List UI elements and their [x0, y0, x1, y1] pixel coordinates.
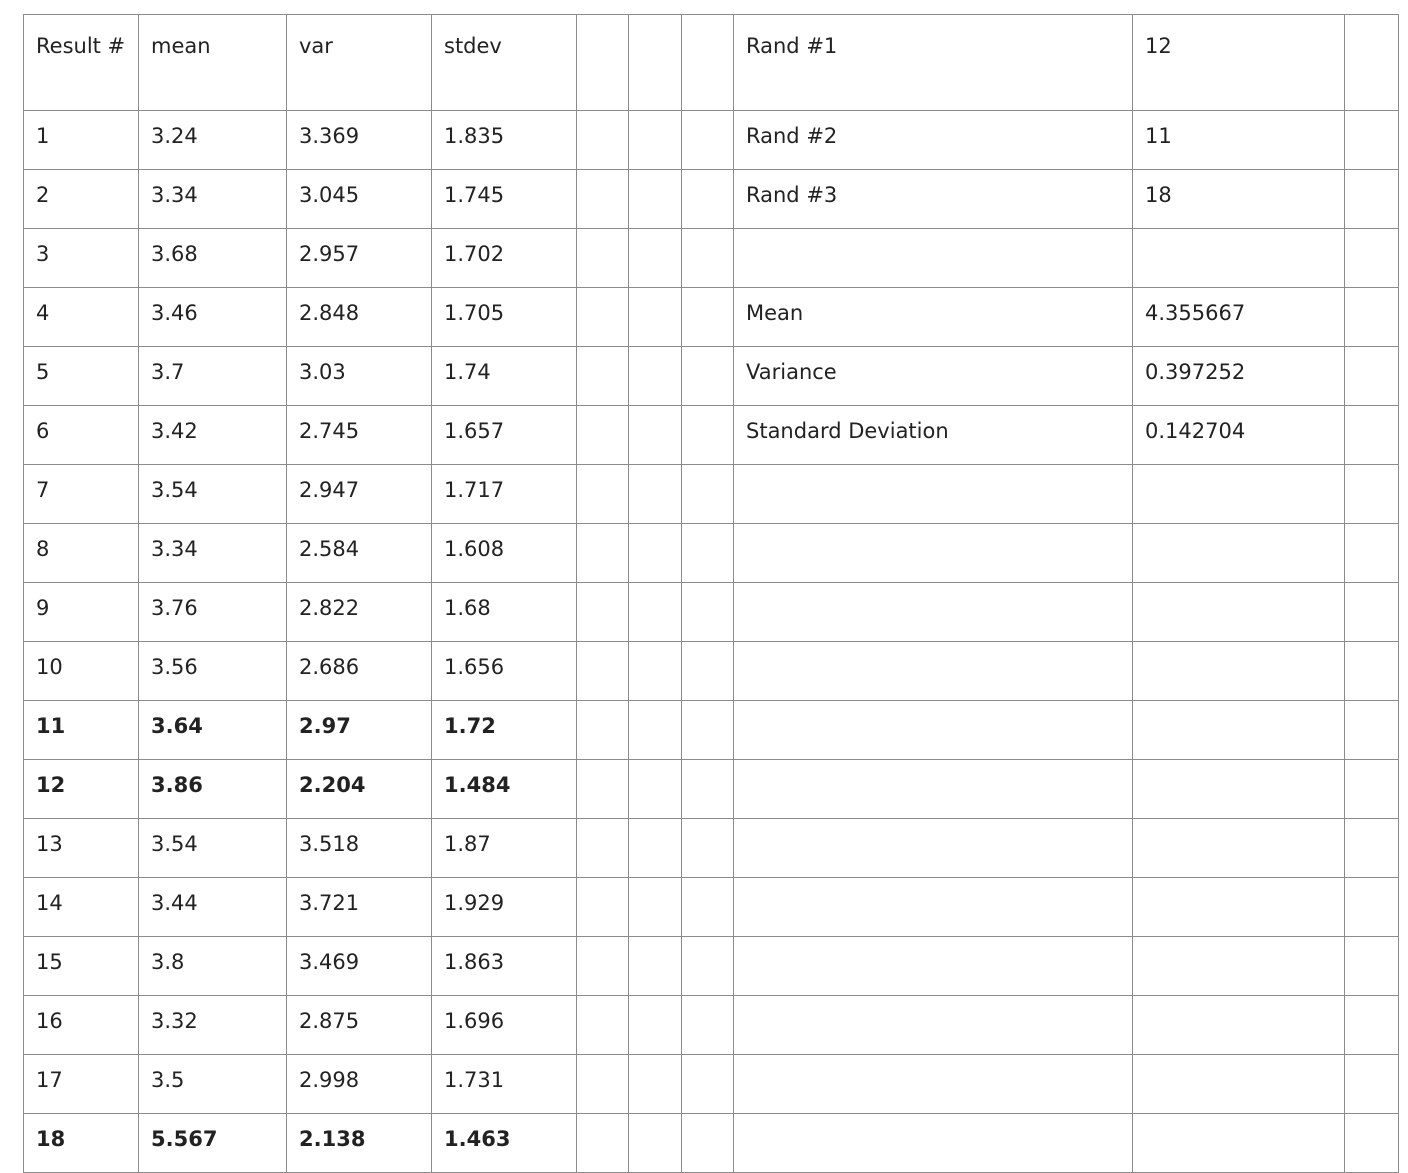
mean-cell: 5.567 — [139, 1114, 287, 1173]
stdev-cell: 1.929 — [432, 878, 577, 937]
header-mean: mean — [139, 15, 287, 111]
empty-cell — [1133, 524, 1345, 583]
empty-cell — [577, 170, 629, 229]
result-number-cell: 2 — [24, 170, 139, 229]
empty-cell — [1133, 701, 1345, 760]
mean-cell: 3.24 — [139, 111, 287, 170]
var-cell: 2.584 — [287, 524, 432, 583]
empty-cell — [1133, 937, 1345, 996]
mean-cell: 3.8 — [139, 937, 287, 996]
empty-cell — [577, 937, 629, 996]
empty-cell — [629, 819, 682, 878]
var-cell: 2.947 — [287, 465, 432, 524]
empty-cell — [682, 642, 734, 701]
table-body — [24, 15, 1399, 1173]
empty-cell — [1345, 878, 1399, 937]
var-cell: 3.045 — [287, 170, 432, 229]
side-label: Standard Deviation — [734, 406, 1133, 465]
result-number-cell: 11 — [24, 701, 139, 760]
table-row — [24, 819, 1399, 878]
empty-cell — [1345, 111, 1399, 170]
table-row — [24, 288, 1399, 347]
empty-cell — [1133, 583, 1345, 642]
side-value: 4.355667 — [1133, 288, 1345, 347]
empty-cell — [629, 111, 682, 170]
table-row — [24, 701, 1399, 760]
var-cell: 2.686 — [287, 642, 432, 701]
empty-cell — [734, 937, 1133, 996]
empty-cell — [1133, 1055, 1345, 1114]
table-row — [24, 465, 1399, 524]
table-row — [24, 347, 1399, 406]
stdev-cell: 1.696 — [432, 996, 577, 1055]
empty-cell — [1345, 288, 1399, 347]
stdev-cell: 1.463 — [432, 1114, 577, 1173]
empty-cell — [629, 229, 682, 288]
empty-cell — [577, 465, 629, 524]
empty-cell — [682, 996, 734, 1055]
mean-cell: 3.34 — [139, 170, 287, 229]
stdev-cell: 1.731 — [432, 1055, 577, 1114]
var-cell: 2.204 — [287, 760, 432, 819]
empty-cell — [682, 524, 734, 583]
empty-cell — [682, 937, 734, 996]
empty-cell — [1133, 760, 1345, 819]
result-number-cell: 17 — [24, 1055, 139, 1114]
stdev-cell: 1.657 — [432, 406, 577, 465]
result-number-cell: 3 — [24, 229, 139, 288]
empty-cell — [734, 819, 1133, 878]
result-number-cell: 9 — [24, 583, 139, 642]
table-row — [24, 760, 1399, 819]
stdev-cell: 1.72 — [432, 701, 577, 760]
empty-cell — [577, 819, 629, 878]
empty-cell — [629, 996, 682, 1055]
var-cell: 2.97 — [287, 701, 432, 760]
empty-cell — [577, 878, 629, 937]
stdev-cell: 1.484 — [432, 760, 577, 819]
empty-cell — [1345, 465, 1399, 524]
empty-cell — [682, 406, 734, 465]
empty-cell — [1345, 819, 1399, 878]
var-cell: 2.848 — [287, 288, 432, 347]
empty-cell — [577, 642, 629, 701]
mean-cell: 3.34 — [139, 524, 287, 583]
stdev-cell: 1.68 — [432, 583, 577, 642]
mean-cell: 3.86 — [139, 760, 287, 819]
mean-cell: 3.56 — [139, 642, 287, 701]
var-cell: 3.469 — [287, 937, 432, 996]
table-row — [24, 642, 1399, 701]
side-value — [1133, 229, 1345, 288]
var-cell: 2.822 — [287, 583, 432, 642]
empty-cell — [1133, 642, 1345, 701]
empty-cell — [682, 288, 734, 347]
empty-cell — [629, 701, 682, 760]
empty-cell — [682, 701, 734, 760]
empty-cell — [734, 583, 1133, 642]
empty-cell — [734, 1114, 1133, 1173]
result-number-cell: 7 — [24, 465, 139, 524]
side-label: Variance — [734, 347, 1133, 406]
empty-cell — [629, 288, 682, 347]
empty-cell — [629, 15, 682, 111]
mean-cell: 3.44 — [139, 878, 287, 937]
table-row — [24, 229, 1399, 288]
table-row — [24, 996, 1399, 1055]
mean-cell: 3.76 — [139, 583, 287, 642]
empty-cell — [577, 229, 629, 288]
mean-cell: 3.68 — [139, 229, 287, 288]
empty-cell — [577, 701, 629, 760]
empty-cell — [682, 170, 734, 229]
empty-cell — [629, 406, 682, 465]
empty-cell — [734, 465, 1133, 524]
empty-cell — [1345, 642, 1399, 701]
empty-cell — [682, 878, 734, 937]
empty-cell — [1345, 701, 1399, 760]
empty-cell — [734, 760, 1133, 819]
empty-cell — [1133, 819, 1345, 878]
empty-cell — [1345, 229, 1399, 288]
empty-cell — [734, 878, 1133, 937]
empty-cell — [1345, 996, 1399, 1055]
empty-cell — [577, 583, 629, 642]
stdev-cell: 1.717 — [432, 465, 577, 524]
empty-cell — [1345, 170, 1399, 229]
empty-cell — [577, 1055, 629, 1114]
empty-cell — [682, 819, 734, 878]
result-number-cell: 5 — [24, 347, 139, 406]
var-cell: 2.745 — [287, 406, 432, 465]
result-number-cell: 14 — [24, 878, 139, 937]
stdev-cell: 1.835 — [432, 111, 577, 170]
result-number-cell: 4 — [24, 288, 139, 347]
empty-cell — [629, 937, 682, 996]
side-value: 12 — [1133, 15, 1345, 111]
empty-cell — [682, 1114, 734, 1173]
side-value: 0.142704 — [1133, 406, 1345, 465]
empty-cell — [577, 1114, 629, 1173]
empty-cell — [629, 1055, 682, 1114]
empty-cell — [629, 878, 682, 937]
empty-cell — [734, 996, 1133, 1055]
empty-cell — [734, 524, 1133, 583]
stdev-cell: 1.863 — [432, 937, 577, 996]
mean-cell: 3.46 — [139, 288, 287, 347]
mean-cell: 3.64 — [139, 701, 287, 760]
mean-cell: 3.7 — [139, 347, 287, 406]
empty-cell — [1345, 1055, 1399, 1114]
empty-cell — [1345, 937, 1399, 996]
empty-cell — [682, 15, 734, 111]
result-number-cell: 16 — [24, 996, 139, 1055]
side-label: Rand #1 — [734, 15, 1133, 111]
result-number-cell: 1 — [24, 111, 139, 170]
mean-cell: 3.5 — [139, 1055, 287, 1114]
empty-cell — [1345, 406, 1399, 465]
result-number-cell: 13 — [24, 819, 139, 878]
empty-cell — [682, 111, 734, 170]
empty-cell — [1133, 1114, 1345, 1173]
header-row — [24, 15, 1399, 111]
table-row — [24, 937, 1399, 996]
var-cell: 3.518 — [287, 819, 432, 878]
table-row — [24, 111, 1399, 170]
empty-cell — [734, 642, 1133, 701]
empty-cell — [1345, 15, 1399, 111]
empty-cell — [577, 15, 629, 111]
empty-cell — [629, 347, 682, 406]
stdev-cell: 1.608 — [432, 524, 577, 583]
header-var: var — [287, 15, 432, 111]
side-value: 0.397252 — [1133, 347, 1345, 406]
side-value: 11 — [1133, 111, 1345, 170]
side-value: 18 — [1133, 170, 1345, 229]
table-row — [24, 406, 1399, 465]
var-cell: 2.875 — [287, 996, 432, 1055]
empty-cell — [682, 760, 734, 819]
mean-cell: 3.54 — [139, 819, 287, 878]
empty-cell — [1345, 760, 1399, 819]
empty-cell — [577, 347, 629, 406]
stdev-cell: 1.74 — [432, 347, 577, 406]
result-number-cell: 10 — [24, 642, 139, 701]
result-number-cell: 8 — [24, 524, 139, 583]
empty-cell — [734, 701, 1133, 760]
var-cell: 2.957 — [287, 229, 432, 288]
empty-cell — [682, 1055, 734, 1114]
empty-cell — [629, 170, 682, 229]
empty-cell — [577, 760, 629, 819]
mean-cell: 3.42 — [139, 406, 287, 465]
empty-cell — [629, 760, 682, 819]
empty-cell — [1345, 583, 1399, 642]
table-row — [24, 878, 1399, 937]
empty-cell — [577, 288, 629, 347]
empty-cell — [577, 524, 629, 583]
table-row — [24, 1055, 1399, 1114]
var-cell: 2.138 — [287, 1114, 432, 1173]
results-table — [23, 14, 1399, 1173]
var-cell: 3.03 — [287, 347, 432, 406]
empty-cell — [682, 583, 734, 642]
mean-cell: 3.32 — [139, 996, 287, 1055]
empty-cell — [577, 996, 629, 1055]
empty-cell — [577, 406, 629, 465]
empty-cell — [1345, 347, 1399, 406]
table-row — [24, 1114, 1399, 1173]
empty-cell — [1345, 1114, 1399, 1173]
empty-cell — [682, 229, 734, 288]
stdev-cell: 1.87 — [432, 819, 577, 878]
empty-cell — [1133, 878, 1345, 937]
stdev-cell: 1.705 — [432, 288, 577, 347]
empty-cell — [1133, 465, 1345, 524]
empty-cell — [1345, 524, 1399, 583]
result-number-cell: 12 — [24, 760, 139, 819]
var-cell: 2.998 — [287, 1055, 432, 1114]
empty-cell — [629, 642, 682, 701]
side-label: Rand #2 — [734, 111, 1133, 170]
header-stdev: stdev — [432, 15, 577, 111]
stdev-cell: 1.702 — [432, 229, 577, 288]
side-label: Rand #3 — [734, 170, 1133, 229]
table-row — [24, 583, 1399, 642]
table-row — [24, 170, 1399, 229]
stdev-cell: 1.745 — [432, 170, 577, 229]
stdev-cell: 1.656 — [432, 642, 577, 701]
empty-cell — [629, 1114, 682, 1173]
mean-cell: 3.54 — [139, 465, 287, 524]
header-result: Result # — [24, 15, 139, 111]
empty-cell — [734, 1055, 1133, 1114]
empty-cell — [682, 347, 734, 406]
var-cell: 3.721 — [287, 878, 432, 937]
empty-cell — [629, 465, 682, 524]
table-row — [24, 524, 1399, 583]
empty-cell — [629, 583, 682, 642]
empty-cell — [1133, 996, 1345, 1055]
result-number-cell: 6 — [24, 406, 139, 465]
empty-cell — [577, 111, 629, 170]
empty-cell — [682, 465, 734, 524]
empty-cell — [629, 524, 682, 583]
side-label: Mean — [734, 288, 1133, 347]
var-cell: 3.369 — [287, 111, 432, 170]
side-label — [734, 229, 1133, 288]
result-number-cell: 15 — [24, 937, 139, 996]
result-number-cell: 18 — [24, 1114, 139, 1173]
